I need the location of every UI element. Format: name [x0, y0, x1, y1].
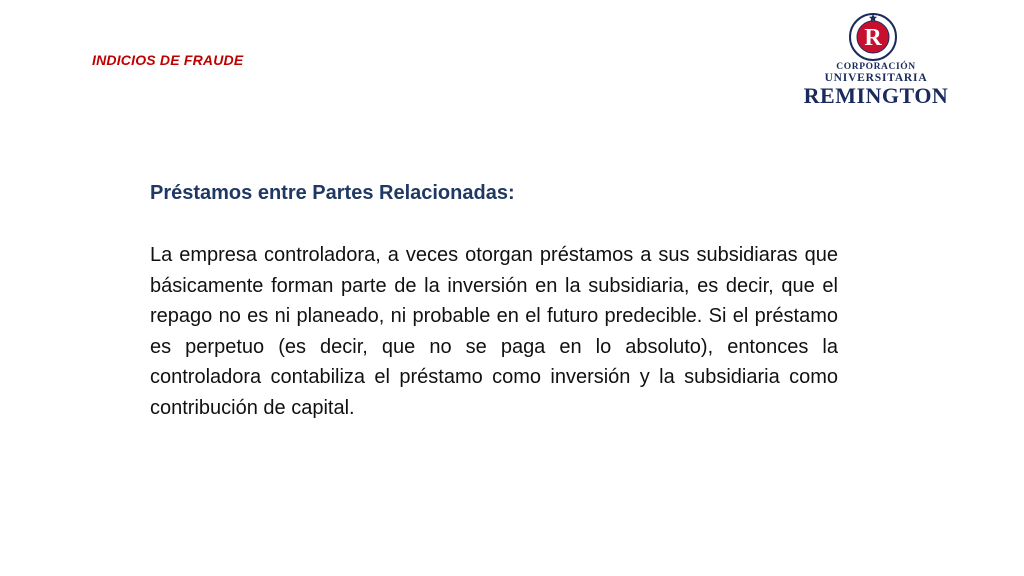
university-logo — [796, 12, 956, 108]
slide-heading: Préstamos entre Partes Relacionadas: — [150, 182, 515, 204]
seal-letter: R — [864, 25, 882, 51]
section-label: INDICIOS DE FRAUDE — [92, 52, 244, 68]
slide-paragraph: La empresa controladora, a veces otorgan préstamos a sus subsidiaras que básicamente forman parte de la inversión en la subsidiaria, es decir, que el repago no es ni planeado, ni probable en el futuro predecible. Si el préstamo es perpetuo (es decir, que no se paga en lo absoluto), entonces la controladora contabiliza el préstamo como inversión y la subsidiaria como contribución de capital. — [150, 244, 838, 419]
logo-line-remington: REMINGTON — [803, 83, 949, 108]
logo-line-universitaria: UNIVERSITARIA — [824, 72, 928, 84]
logo-line-corporacion: CORPORACIÓN — [836, 62, 916, 72]
slide-content — [150, 176, 838, 423]
university-seal-icon — [848, 12, 898, 62]
